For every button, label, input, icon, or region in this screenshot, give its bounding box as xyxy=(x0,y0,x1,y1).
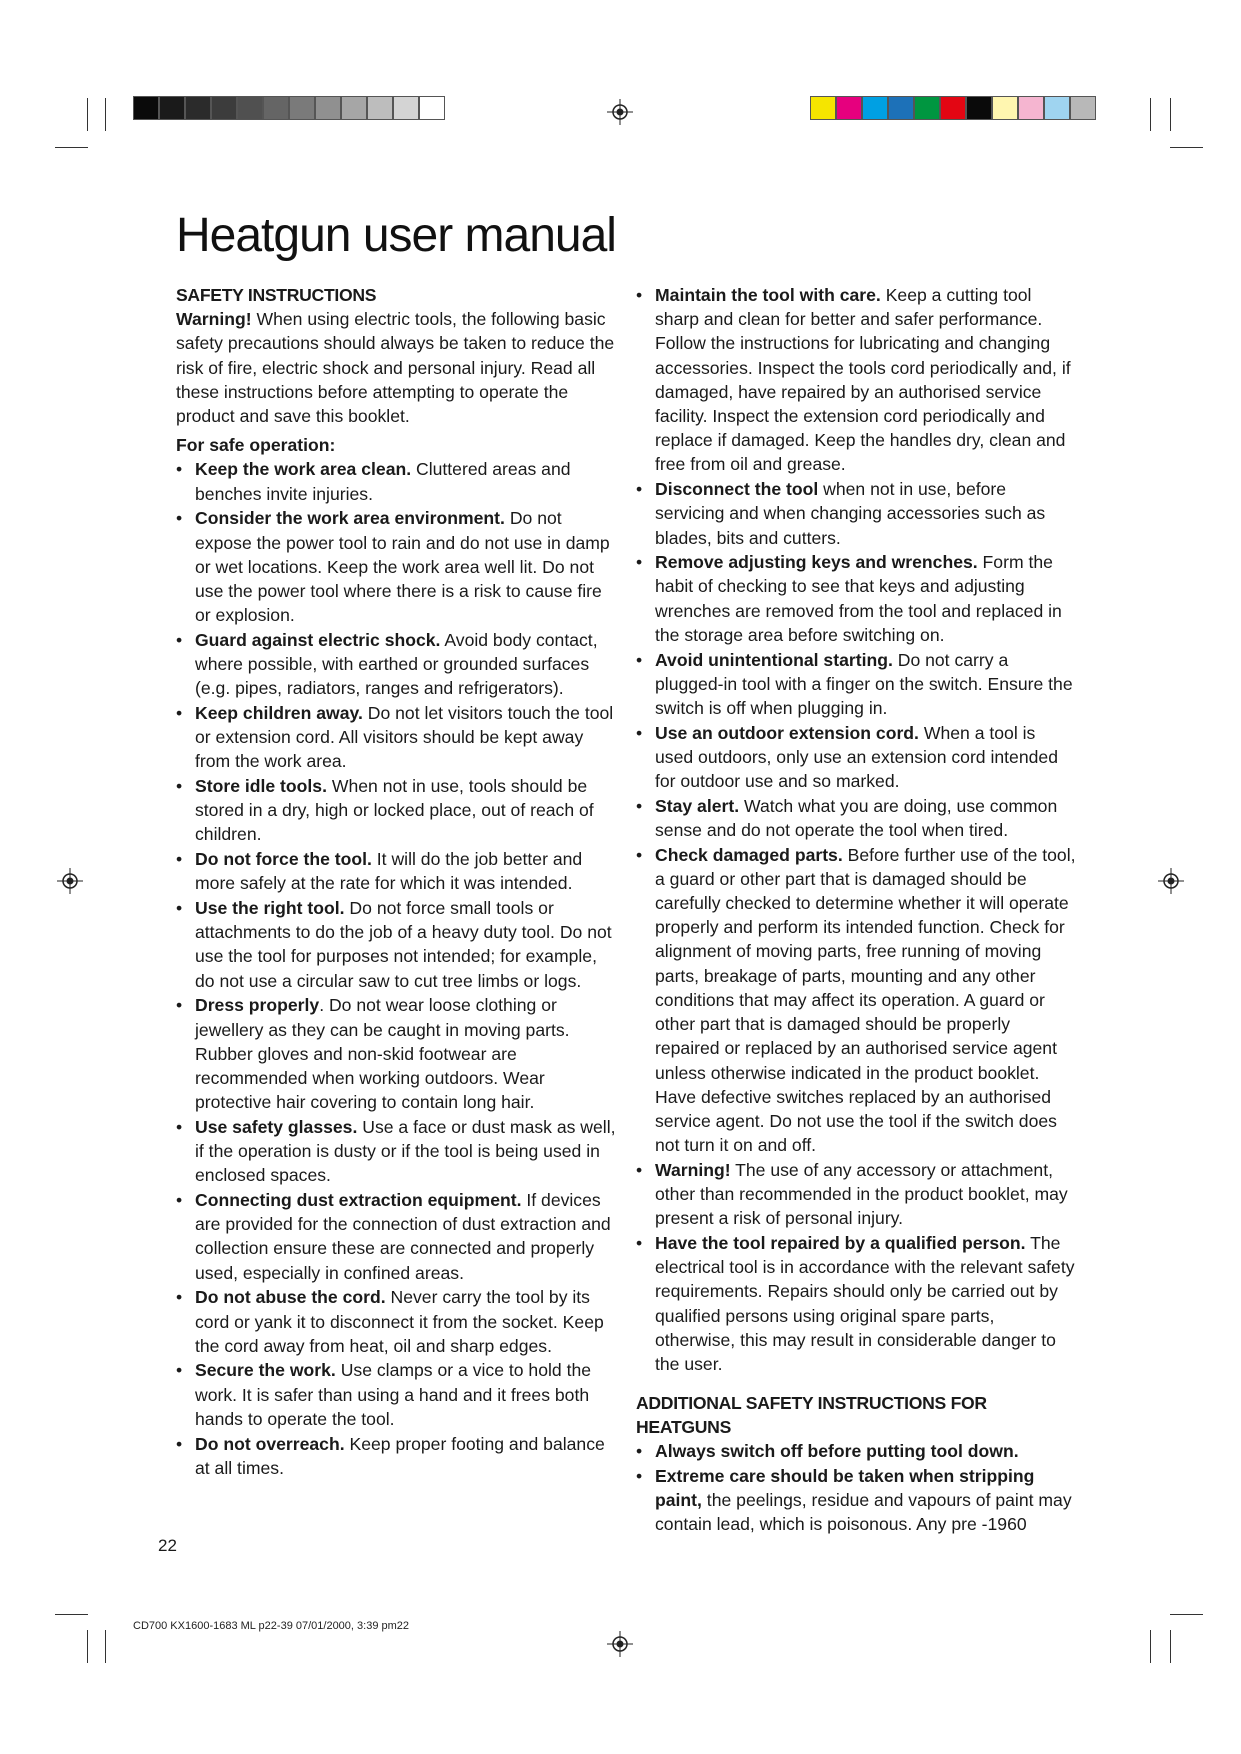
list-item xyxy=(636,648,1076,721)
item-text: Keep proper footing and balance at all times. xyxy=(195,1433,605,1478)
item-lead: Warning! xyxy=(655,1159,731,1180)
right-column xyxy=(636,283,1076,1537)
item-lead: Stay alert. xyxy=(655,795,740,816)
item-text: Do not carry a plugged-in tool with a finger on the switch. Ensure the switch is off when plugging in. xyxy=(655,649,1073,718)
list-item xyxy=(176,847,616,895)
item-lead: Use the right tool. xyxy=(195,898,345,919)
list-item xyxy=(636,550,1076,647)
gray-swatch xyxy=(341,96,367,120)
item-lead: Do not abuse the cord. xyxy=(195,1287,386,1308)
list-item xyxy=(176,774,616,847)
left-column xyxy=(176,283,616,1480)
print-footer: CD700 KX1600-1683 ML p22-39 07/01/2000, 3:39 pm22 xyxy=(133,1620,410,1632)
color-swatch xyxy=(940,96,966,120)
list-item xyxy=(176,701,616,774)
intro-paragraph xyxy=(176,307,616,428)
warning-label: Warning! xyxy=(176,309,252,330)
list-item xyxy=(636,721,1076,794)
list-item xyxy=(176,896,616,993)
item-lead: Dress properly xyxy=(195,995,320,1016)
color-swatch xyxy=(992,96,1018,120)
item-lead: Remove adjusting keys and wrenches. xyxy=(655,552,978,573)
safe-operation-subheading: For safe operation: xyxy=(176,435,336,456)
item-lead: Disconnect the tool xyxy=(655,479,819,500)
gray-swatch xyxy=(315,96,341,120)
list-item xyxy=(636,283,1076,477)
crop-mark xyxy=(1150,98,1151,131)
item-lead: Secure the work. xyxy=(195,1360,336,1381)
item-lead: Use an outdoor extension cord. xyxy=(655,722,919,743)
crop-mark xyxy=(1170,98,1171,131)
item-lead: Store idle tools. xyxy=(195,776,327,797)
list-item xyxy=(176,1358,616,1431)
gray-swatch xyxy=(289,96,315,120)
safety-instructions-heading: SAFETY INSTRUCTIONS xyxy=(176,285,377,305)
crop-mark xyxy=(55,147,88,148)
item-lead: Connecting dust extraction equipment. xyxy=(195,1190,522,1211)
item-text: Do not let visitors touch the tool or extension cord. All visitors should be kept away from the work area. xyxy=(195,702,614,772)
item-lead: Use safety glasses. xyxy=(195,1116,358,1137)
crop-mark xyxy=(105,1630,106,1663)
list-item xyxy=(636,843,1076,1158)
item-lead: Do not force the tool. xyxy=(195,849,372,870)
item-text: Use clamps or a vice to hold the work. It is safer than using a hand and it frees both hands to operate the tool. xyxy=(195,1360,592,1429)
item-lead: Do not overreach. xyxy=(195,1433,345,1454)
color-swatch xyxy=(914,96,940,120)
list-item xyxy=(636,1158,1076,1231)
intro-text: When using electric tools, the following basic safety precautions should always be taken to reduce the risk of fire, electric shock and personal injury. Read all these instructions before attempting to operate the product and save this booklet. xyxy=(176,309,615,427)
item-text: when not in use, before servicing and when changing accessories such as blades, bits and cutters. xyxy=(655,479,1046,548)
crop-mark xyxy=(105,98,106,131)
item-text: The use of any accessory or attachment, other than recommended in the product booklet, may present a risk of personal injury. xyxy=(655,1159,1068,1229)
gray-swatch xyxy=(419,96,445,120)
gray-swatch xyxy=(367,96,393,120)
gray-swatch xyxy=(263,96,289,120)
item-text: Before further use of the tool, a guard or other part that is damaged should be carefully checked to determine whether it will operate properly and perform its intended function. Check for alignment of moving parts, free running of moving parts, breakage of parts, mounting and any other conditions that may affect its operation. A guard or other part that is damaged should be properly repaired or replaced by an authorised service agent unless otherwise indicated in the product booklet. Have defective switches replaced by an authorised service agent. Do not use the tool if the switch does not turn it on and off. xyxy=(655,844,1076,1156)
registration-mark-icon xyxy=(57,868,83,894)
item-lead: Keep the work area clean. xyxy=(195,459,412,480)
page-title: Heatgun user manual xyxy=(176,209,616,262)
item-lead: Extreme care should be taken when stripping paint, xyxy=(655,1465,1035,1510)
item-text: Form the habit of checking to see that keys and adjusting wrenches are removed from the tool and replaced in the storage area before switching on. xyxy=(655,552,1062,645)
item-text: Do not force small tools or attachments to do the job of a heavy duty tool. Do not use the tool for purposes not intended; for example, do not use a circular saw to cut tree limbs or logs. xyxy=(195,898,612,991)
item-text: Use a face or dust mask as well, if the operation is dusty or if the tool is being used in enclosed spaces. xyxy=(195,1116,616,1186)
color-calibration-bar xyxy=(810,96,1096,120)
safety-list-continued xyxy=(636,283,1076,1376)
item-lead: Guard against electric shock. xyxy=(195,629,441,650)
crop-mark xyxy=(1170,1614,1203,1615)
color-swatch xyxy=(1018,96,1044,120)
gray-swatch xyxy=(185,96,211,120)
item-lead: Keep children away. xyxy=(195,702,363,723)
item-lead: Maintain the tool with care. xyxy=(655,285,881,305)
additional-safety-list xyxy=(636,1439,1076,1536)
list-item xyxy=(636,1464,1076,1537)
crop-mark xyxy=(1150,1630,1151,1663)
list-item xyxy=(176,1115,616,1188)
safety-list xyxy=(176,457,616,1480)
additional-instructions-heading: ADDITIONAL SAFETY INSTRUCTIONS FOR HEATGUNS xyxy=(636,1392,987,1437)
color-swatch xyxy=(836,96,862,120)
crop-mark xyxy=(87,98,88,131)
grayscale-calibration-bar xyxy=(133,96,445,120)
crop-mark xyxy=(55,1614,88,1615)
item-text: It will do the job better and more safely at the rate for which it was intended. xyxy=(195,849,583,894)
list-item xyxy=(176,628,616,701)
registration-mark-icon xyxy=(1158,868,1184,894)
list-item xyxy=(636,1231,1076,1376)
item-text: Watch what you are doing, use common sense and do not operate the tool when tired. xyxy=(655,795,1058,840)
list-item xyxy=(176,457,616,505)
item-lead: Check damaged parts. xyxy=(655,844,843,865)
gray-swatch xyxy=(159,96,185,120)
color-swatch xyxy=(1070,96,1096,120)
gray-swatch xyxy=(211,96,237,120)
list-item xyxy=(176,993,616,1114)
crop-mark xyxy=(1170,147,1203,148)
list-item xyxy=(636,1439,1076,1463)
item-text: Cluttered areas and benches invite injuries. xyxy=(195,459,571,504)
item-text: Never carry the tool by its cord or yank it to disconnect it from the socket. Keep the cord away from heat, oil and sharp edges. xyxy=(195,1287,604,1356)
item-text: When not in use, tools should be stored in a dry, high or locked place, out of reach of children. xyxy=(195,776,594,845)
list-item xyxy=(176,1285,616,1358)
gray-swatch xyxy=(133,96,159,120)
gray-swatch xyxy=(393,96,419,120)
item-lead: Have the tool repaired by a qualified person. xyxy=(655,1232,1026,1253)
crop-mark xyxy=(1170,1630,1171,1663)
item-text: When a tool is used outdoors, only use an extension cord intended for outdoor use and so marked. xyxy=(655,722,1058,792)
color-swatch xyxy=(966,96,992,120)
item-lead: Always switch off before putting tool down. xyxy=(655,1441,1019,1462)
item-text: If devices are provided for the connection of dust extraction and collection ensure these are connected and properly used, especially in confined areas. xyxy=(195,1190,611,1283)
registration-mark-icon xyxy=(607,99,633,125)
item-text: Do not expose the power tool to rain and do not use in damp or wet locations. Keep the work area well lit. Do not use the power tool where there is a risk to cause fire or explosion. xyxy=(195,508,610,626)
list-item xyxy=(636,794,1076,842)
list-item xyxy=(636,477,1076,550)
gray-swatch xyxy=(237,96,263,120)
item-lead: Avoid unintentional starting. xyxy=(655,649,893,670)
item-text: The electrical tool is in accordance with the relevant safety requirements. Repairs should only be carried out by qualified persons using original spare parts, otherwise, this may result in considerable danger to the user. xyxy=(655,1232,1075,1374)
color-swatch xyxy=(862,96,888,120)
color-swatch xyxy=(810,96,836,120)
color-swatch xyxy=(888,96,914,120)
registration-mark-icon xyxy=(607,1631,633,1657)
item-text: Keep a cutting tool sharp and clean for better and safer performance. Follow the instructions for lubricating and changing accessories. Inspect the tools cord periodically and, if damaged, have repaired by an authorised service facility. Inspect the extension cord periodically and replace if damaged. Keep the handles dry, clean and free from oil and grease. xyxy=(655,285,1071,475)
list-item xyxy=(176,1432,616,1480)
item-text: Avoid body contact, where possible, with earthed or grounded surfaces (e.g. pipes, radiators, ranges and refrigerators). xyxy=(195,629,598,699)
page-number: 22 xyxy=(158,1536,177,1555)
color-swatch xyxy=(1044,96,1070,120)
item-text: the peelings, residue and vapours of paint may contain lead, which is poisonous. Any pre -1960 xyxy=(655,1489,1072,1535)
list-item xyxy=(176,506,616,627)
item-lead: Consider the work area environment. xyxy=(195,508,505,529)
item-text: . Do not wear loose clothing or jewellery as they can be caught in moving parts. Rubber gloves and non-skid footwear are recommended when working outdoors. Wear protective hair covering to contain long hair. xyxy=(195,995,570,1113)
crop-mark xyxy=(87,1630,88,1663)
list-item xyxy=(176,1188,616,1285)
